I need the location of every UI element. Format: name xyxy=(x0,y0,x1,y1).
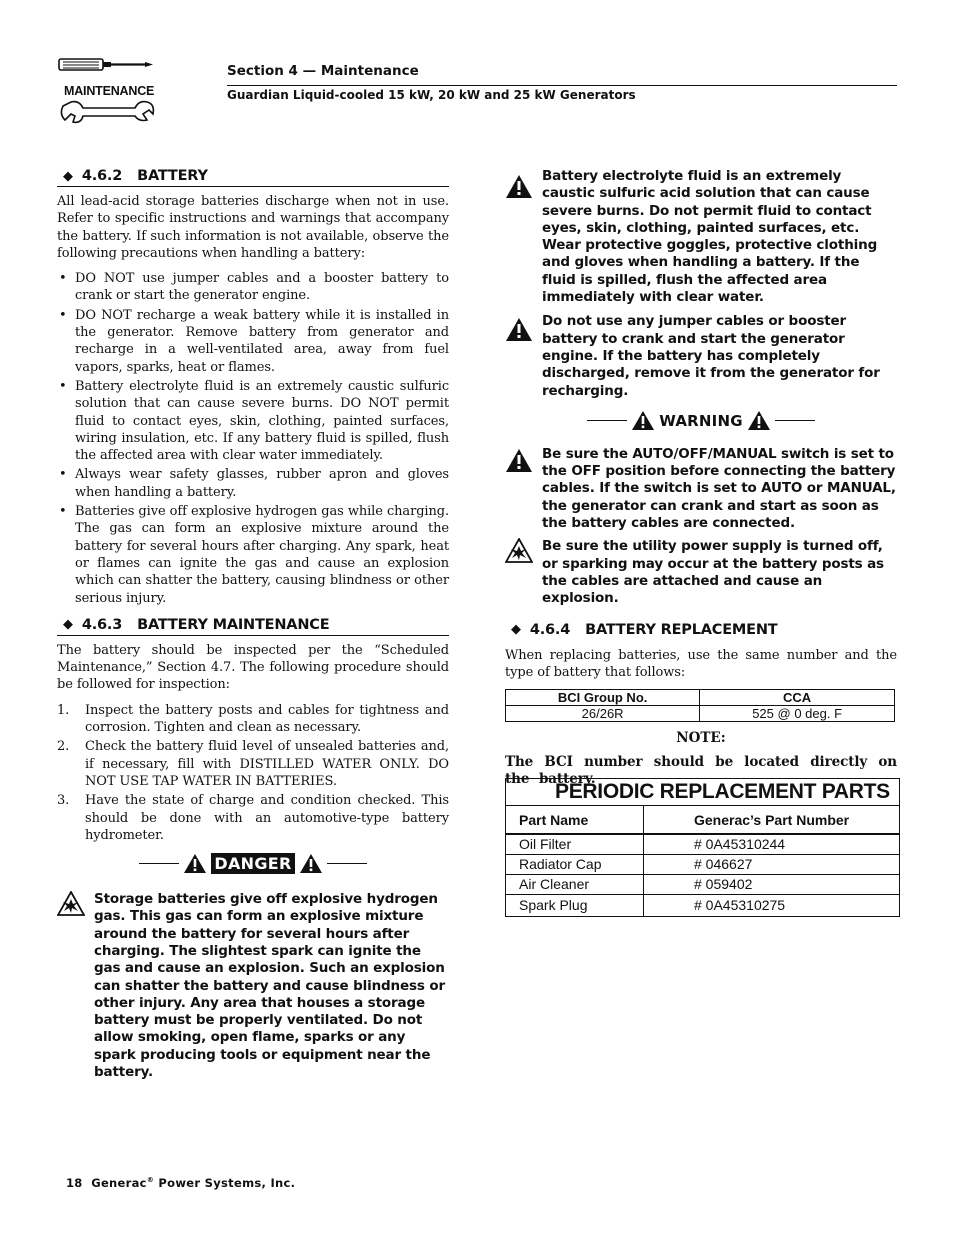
section-number: 4.6.4 xyxy=(529,621,571,638)
bci-table xyxy=(505,689,895,722)
left-column xyxy=(57,168,449,1081)
switch-warning: Be sure the AUTO/OFF/MANUAL switch is set to the OFF position before connecting the battery cables. If the switch is set to AUTO or MANUAL, the generator can crank and start as soon as the battery cables are connected. xyxy=(505,446,897,532)
part-number-cell: # 0A45310244 xyxy=(644,834,900,855)
periodic-replacement-parts-box xyxy=(505,778,900,917)
warning-triangle-icon xyxy=(183,853,207,874)
table-header: Generac’s Part Number xyxy=(644,806,900,834)
table-header: BCI Group No. xyxy=(506,690,700,706)
table-row xyxy=(506,855,899,875)
utility-power-warning: Be sure the utility power supply is turned off, or sparking may occur at the battery posts as the cables are attached and cause an explosion. xyxy=(505,538,897,607)
section-number: 4.6.3 xyxy=(81,616,123,633)
company-name-rest: Power Systems, Inc. xyxy=(158,1176,296,1190)
section-number: 4.6.2 xyxy=(81,168,123,184)
table-row xyxy=(506,875,899,895)
table-header-row xyxy=(506,690,895,706)
part-name-cell: Air Cleaner xyxy=(506,875,644,895)
warning-banner xyxy=(505,408,897,434)
inspection-steps-list xyxy=(57,702,449,844)
danger-banner xyxy=(57,850,449,876)
page-number: 18 xyxy=(66,1176,83,1190)
explosion-hazard-icon xyxy=(57,891,85,916)
table-row xyxy=(506,834,899,855)
electrolyte-warning: Battery electrolyte fluid is an extremely caustic sulfuric acid solution that can cause severe burns. Do not permit fluid to contact eyes, skin, clothing, painted surfaces, etc. Wear protective goggles, protective clothing and gloves when handling a battery. If the fluid is spilled, flush the affected area immediately with clear water. xyxy=(505,168,897,306)
page-footer xyxy=(66,1176,295,1190)
list-item: 2. Check the battery fluid level of unsealed batteries and, if necessary, fill with DISTILLED WATER ONLY. DO NOT USE TAP WATER IN BATTERIES. xyxy=(57,739,449,789)
jumper-cable-warning: Do not use any jumper cables or booster battery to crank and start the generator engine. If the battery has completely discharged, remove it from the generator for recharging. xyxy=(505,313,897,399)
section-title: BATTERY xyxy=(137,168,208,184)
part-name-cell: Radiator Cap xyxy=(506,855,644,875)
explosion-hazard-icon xyxy=(505,538,533,563)
list-item: • Batteries give off explosive hydrogen gas while charging. The gas can form an explosive mixture around the battery for several hours after charging. Any spark, heat or flames can ignite the gas and cause an explosion which can shatter the battery, causing blindness or other serious injury. xyxy=(59,504,449,606)
danger-text: Storage batteries give off explosive hydrogen gas. This gas can form an explosive mixture around the battery for several hours after charging. The slightest spark can ignite the gas and cause an explosion. Such an explosion can shatter the battery and cause blindness or other injury. Any area that houses a storage battery must be properly ventilated. Do not allow smoking, open flame, sparks or any spark producing tools or equipment near the battery. xyxy=(94,891,445,1081)
warning-triangle-icon xyxy=(747,410,771,431)
list-item: • DO NOT recharge a weak battery while it is installed in the generator. Remove battery from generator and recharge in a well-ventilated area, away from fuel vapors, sparks, heat or flames. xyxy=(59,307,449,375)
parts-table xyxy=(506,806,899,916)
diamond-bullet-icon: ◆ xyxy=(63,168,73,184)
warning-triangle-icon xyxy=(505,174,533,199)
diamond-bullet-icon: ◆ xyxy=(511,622,521,638)
section-title: BATTERY REPLACEMENT xyxy=(585,621,778,638)
table-header: CCA xyxy=(700,690,895,706)
note-text: The BCI number should be located directly on the battery. xyxy=(505,754,897,788)
document-subtitle: Guardian Liquid-cooled 15 kW, 20 kW and 25 kW Generators xyxy=(227,88,636,102)
warning-label: WARNING xyxy=(659,411,743,430)
battery-intro: All lead-acid storage batteries discharge when not in use. Refer to specific instructions and warnings that accompany the battery. If such information is not available, observe the following precautions when handling a battery: xyxy=(57,194,449,261)
part-name-cell: Spark Plug xyxy=(506,895,644,917)
table-cell: 525 @ 0 deg. F xyxy=(700,706,895,722)
table-header: Part Name xyxy=(506,806,644,834)
list-item: • Always wear safety glasses, rubber apron and gloves when handling a battery. xyxy=(59,467,449,500)
periodic-title: PERIODIC REPLACEMENT PARTS xyxy=(506,779,899,806)
note-label: NOTE: xyxy=(676,730,726,747)
list-item: • DO NOT use jumper cables and a booster battery to crank or start the generator engine. xyxy=(59,271,449,304)
warning-triangle-icon xyxy=(631,410,655,431)
battery-replacement-heading xyxy=(505,622,897,640)
battery-maintenance-heading xyxy=(57,617,449,636)
table-cell: 26/26R xyxy=(506,706,700,722)
logo-label: MAINTENANCE xyxy=(64,84,155,98)
list-item: 3. Have the state of charge and condition checked. This should be done with an automotive-type battery hydrometer. xyxy=(57,793,449,843)
part-number-cell: # 059402 xyxy=(644,875,900,895)
right-column xyxy=(505,168,897,789)
table-header-row xyxy=(506,806,899,834)
company-name: Generac xyxy=(91,1176,147,1190)
warning-triangle-icon xyxy=(299,853,323,874)
header-rule xyxy=(227,85,897,86)
maintenance-intro: The battery should be inspected per the “Scheduled Maintenance,” Section 4.7. The following procedure should be followed for inspection: xyxy=(57,642,449,693)
danger-notice xyxy=(57,891,449,1081)
list-item: 1. Inspect the battery posts and cables for tightness and corrosion. Tighten and clean as necessary. xyxy=(57,702,449,736)
replacement-intro: When replacing batteries, use the same number and the type of battery that follows: xyxy=(505,647,897,680)
warning-triangle-icon xyxy=(505,317,533,342)
section-heading: Section 4 — Maintenance xyxy=(227,63,419,79)
part-number-cell: # 0A45310275 xyxy=(694,897,786,913)
list-item: • Battery electrolyte fluid is an extremely caustic sulfuric solution that can cause severe burns. DO NOT permit fluid to contact eyes, skin, clothing, painted surfaces, wiring insulation, etc. If any battery fluid is spilled, flush the affected area with clear water immediately. xyxy=(59,378,449,464)
battery-precautions-list xyxy=(57,270,449,607)
registered-mark: ® xyxy=(146,1176,155,1185)
table-row xyxy=(506,895,899,917)
part-number-cell: # 046627 xyxy=(644,855,900,875)
diamond-bullet-icon: ◆ xyxy=(63,617,73,633)
battery-heading xyxy=(57,168,449,187)
table-row xyxy=(506,706,895,722)
section-title: BATTERY MAINTENANCE xyxy=(137,616,330,633)
part-name-cell: Oil Filter xyxy=(506,834,644,855)
danger-label: DANGER xyxy=(211,853,294,874)
warning-triangle-icon xyxy=(505,448,533,473)
